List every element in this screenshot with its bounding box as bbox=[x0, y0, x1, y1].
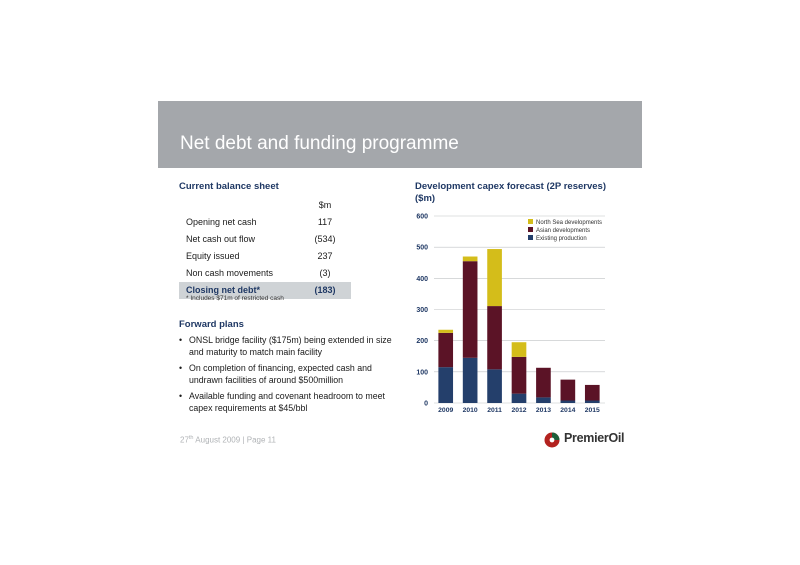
bar-segment bbox=[487, 369, 502, 403]
plan-text: ONSL bridge facility ($175m) being extended in size and maturity to match main facility bbox=[189, 335, 392, 357]
logo-text: PremierOil bbox=[564, 431, 625, 445]
y-tick-label: 500 bbox=[416, 244, 428, 252]
x-tick-label: 2015 bbox=[584, 407, 600, 414]
x-tick-label: 2011 bbox=[487, 407, 502, 414]
capex-chart bbox=[402, 207, 610, 419]
bar-segment bbox=[438, 367, 453, 403]
balance-row-opening bbox=[179, 214, 351, 231]
y-tick-label: 600 bbox=[416, 213, 428, 221]
bar-segment bbox=[438, 330, 453, 333]
balance-sheet-header-row bbox=[179, 197, 351, 214]
title-band bbox=[158, 101, 642, 168]
bar-segment bbox=[463, 261, 478, 358]
bar-segment bbox=[536, 397, 551, 403]
bar-segment bbox=[512, 357, 527, 394]
footnote: * Includes $71m of restricted cash bbox=[186, 295, 284, 302]
balance-row-value: 237 bbox=[317, 251, 333, 261]
x-tick-label: 2013 bbox=[535, 407, 551, 414]
x-tick-label: 2012 bbox=[511, 407, 527, 414]
bar-segment bbox=[512, 394, 527, 403]
balance-row-value: 117 bbox=[317, 217, 333, 227]
bar-segment bbox=[487, 306, 502, 369]
bullet: • bbox=[179, 335, 183, 345]
bullet: • bbox=[179, 391, 183, 401]
footer-day: 27 bbox=[180, 435, 189, 445]
bar-segment bbox=[536, 368, 551, 398]
balance-row-noncash bbox=[179, 265, 351, 282]
legend-label: North Sea developments bbox=[536, 219, 603, 226]
list-item bbox=[179, 391, 394, 414]
footer-date bbox=[180, 435, 276, 445]
balance-row-value: (534) bbox=[314, 234, 336, 244]
x-tick-label: 2014 bbox=[560, 407, 576, 414]
bar-segment bbox=[463, 358, 478, 403]
plan-text: On completion of financing, expected cash and undrawn facilities of around $500million bbox=[189, 363, 372, 385]
balance-row-label: Opening net cash bbox=[186, 217, 257, 227]
slide bbox=[158, 101, 642, 459]
y-tick-label: 300 bbox=[416, 307, 428, 314]
forward-plans-heading: Forward plans bbox=[179, 319, 244, 330]
balance-row-equity bbox=[179, 248, 351, 265]
chart-title: Development capex forecast (2P reserves) bbox=[415, 181, 606, 192]
x-tick-label: 2010 bbox=[462, 407, 478, 414]
bar-segment bbox=[561, 380, 576, 401]
balance-sheet-table bbox=[179, 197, 351, 299]
y-tick-label: 200 bbox=[416, 338, 428, 346]
balance-row-value: (183) bbox=[314, 285, 336, 295]
balance-row-label: Net cash out flow bbox=[186, 234, 256, 244]
bar-segment bbox=[512, 342, 527, 357]
chart-subtitle: ($m) bbox=[415, 193, 436, 204]
list-item bbox=[179, 335, 394, 358]
bar-segment bbox=[438, 333, 453, 367]
x-tick-label: 2009 bbox=[438, 407, 454, 414]
bar-segment bbox=[585, 401, 600, 403]
y-tick-label: 100 bbox=[416, 369, 428, 377]
balance-row-label: Equity issued bbox=[186, 251, 240, 261]
bar-segment bbox=[487, 249, 502, 306]
forward-plans-list bbox=[179, 335, 394, 419]
balance-row-outflow bbox=[179, 231, 351, 248]
bar-segment bbox=[561, 401, 576, 403]
bullet: • bbox=[179, 363, 183, 373]
balance-sheet-heading: Current balance sheet bbox=[179, 181, 279, 192]
footer-day-suffix: th bbox=[188, 435, 194, 441]
legend-label: Asian developments bbox=[536, 227, 591, 234]
balance-row-label: Non cash movements bbox=[186, 268, 274, 278]
balance-row-value: (3) bbox=[319, 268, 331, 278]
logo-icon bbox=[544, 432, 560, 448]
unit-label: $m bbox=[318, 200, 332, 210]
footer-date-rest: August 2009 | Page 11 bbox=[193, 435, 276, 445]
plan-text: Available funding and covenant headroom to meet capex requirements at $45/bbl bbox=[189, 391, 385, 413]
y-tick-label: 400 bbox=[416, 275, 428, 283]
legend-label: Existing production bbox=[536, 235, 587, 242]
balance-row-label: Closing net debt* bbox=[186, 285, 260, 295]
list-item bbox=[179, 363, 394, 386]
bar-segment bbox=[585, 385, 600, 401]
y-tick-label: 0 bbox=[424, 400, 428, 408]
legend-swatch bbox=[528, 235, 533, 240]
slide-title: Net debt and funding programme bbox=[180, 133, 459, 154]
legend-swatch bbox=[528, 219, 533, 224]
bar-segment bbox=[463, 257, 478, 262]
legend-swatch bbox=[528, 227, 533, 232]
